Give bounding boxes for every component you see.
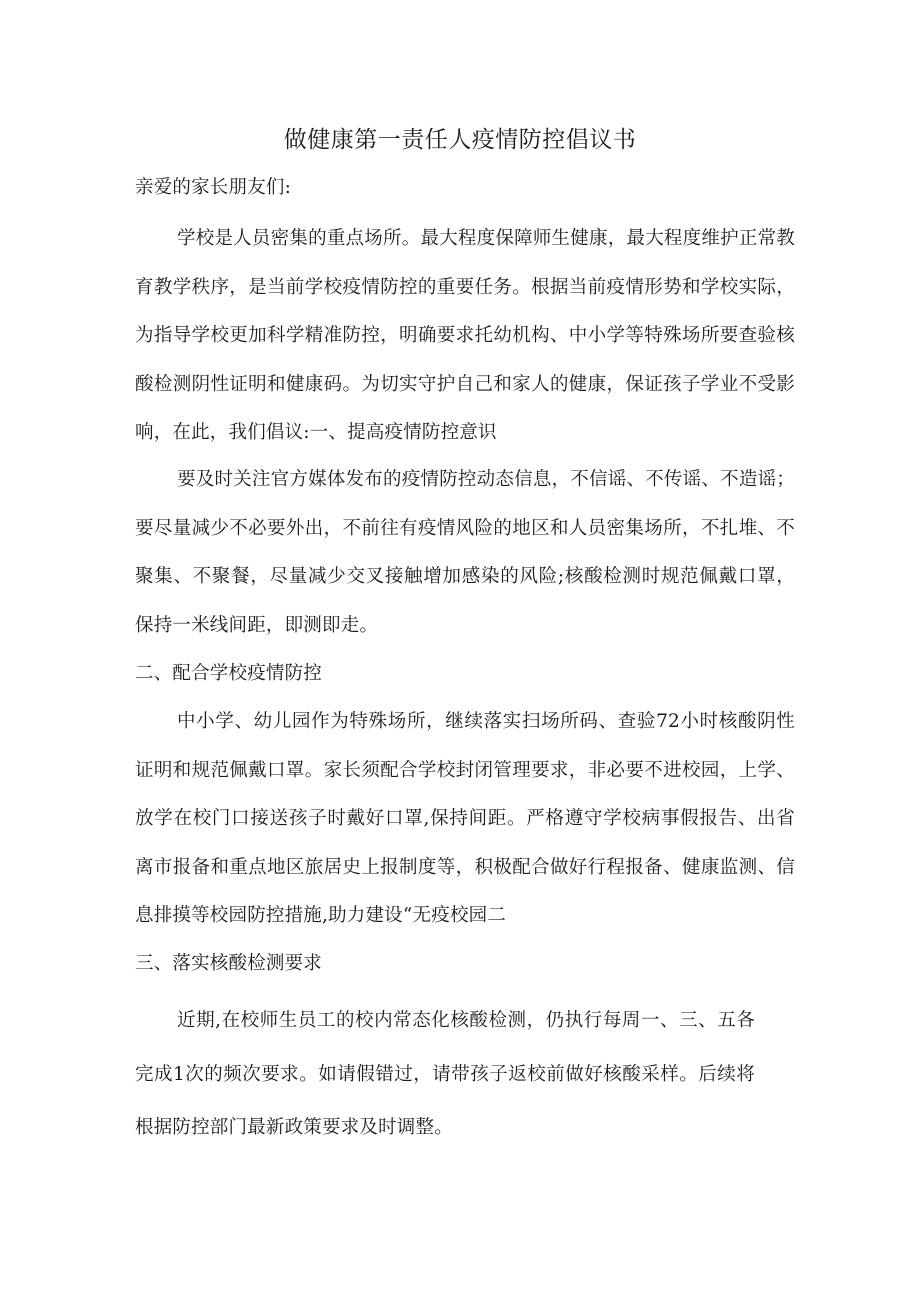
paragraph-cooperate: 中小学、幼儿园作为特殊场所，继续落实扫场所码、查验72小时核酸阴性证明和规范佩戴口罩。家长须配合学校封闭管理要求，非必要不进校园，上学、放学在校门口接送孩子时戴好口罩,保持间距。严格遵守学校病事假报告、出省离市报备和重点地区旅居史上报制度等，积极配合做好行程报备、健康监测、信息排摸等校园防控措施,助力建设“无疫校园二 [135,711,795,927]
section-heading-testing: 三、落实核酸检测要求 [135,953,323,974]
section-heading-cooperate: 二、配合学校疫情防控 [135,663,323,684]
document-title: 做健康第一责任人疫情防控倡议书 [283,127,637,153]
paragraph-testing: 近期,在校师生员工的校内常态化核酸检测，仍执行每周一、三、五各完成1次的频次要求。如请假错过，请带孩子返校前做好核酸采样。后续将根据防控部门最新政策要求及时调整。 [135,1010,755,1138]
paragraph-intro: 学校是人员密集的重点场所。最大程度保障师生健康，最大程度维护正常教育教学秩序，是当前学校疫情防控的重要任务。根据当前疫情形势和学校实际，为指导学校更加科学精准防控，明确要求托幼机构、中小学等特殊场所要查验核酸检测阴性证明和健康码。为切实守护自己和家人的健康，保证孩子学业不受影响，在此，我们倡议:一、提高疫情防控意识 [135,228,795,444]
paragraph-awareness: 要及时关注官方媒体发布的疫情防控动态信息，不信谣、不传谣、不造谣；要尽量减少不必要外出，不前往有疫情风险的地区和人员密集场所，不扎堆、不聚集、不聚餐，尽量减少交叉接触增加感染的风险;核酸检测时规范佩戴口罩，保持一米线间距，即测即走。 [135,469,795,636]
salutation: 亲爱的家长朋友们: [135,177,292,198]
